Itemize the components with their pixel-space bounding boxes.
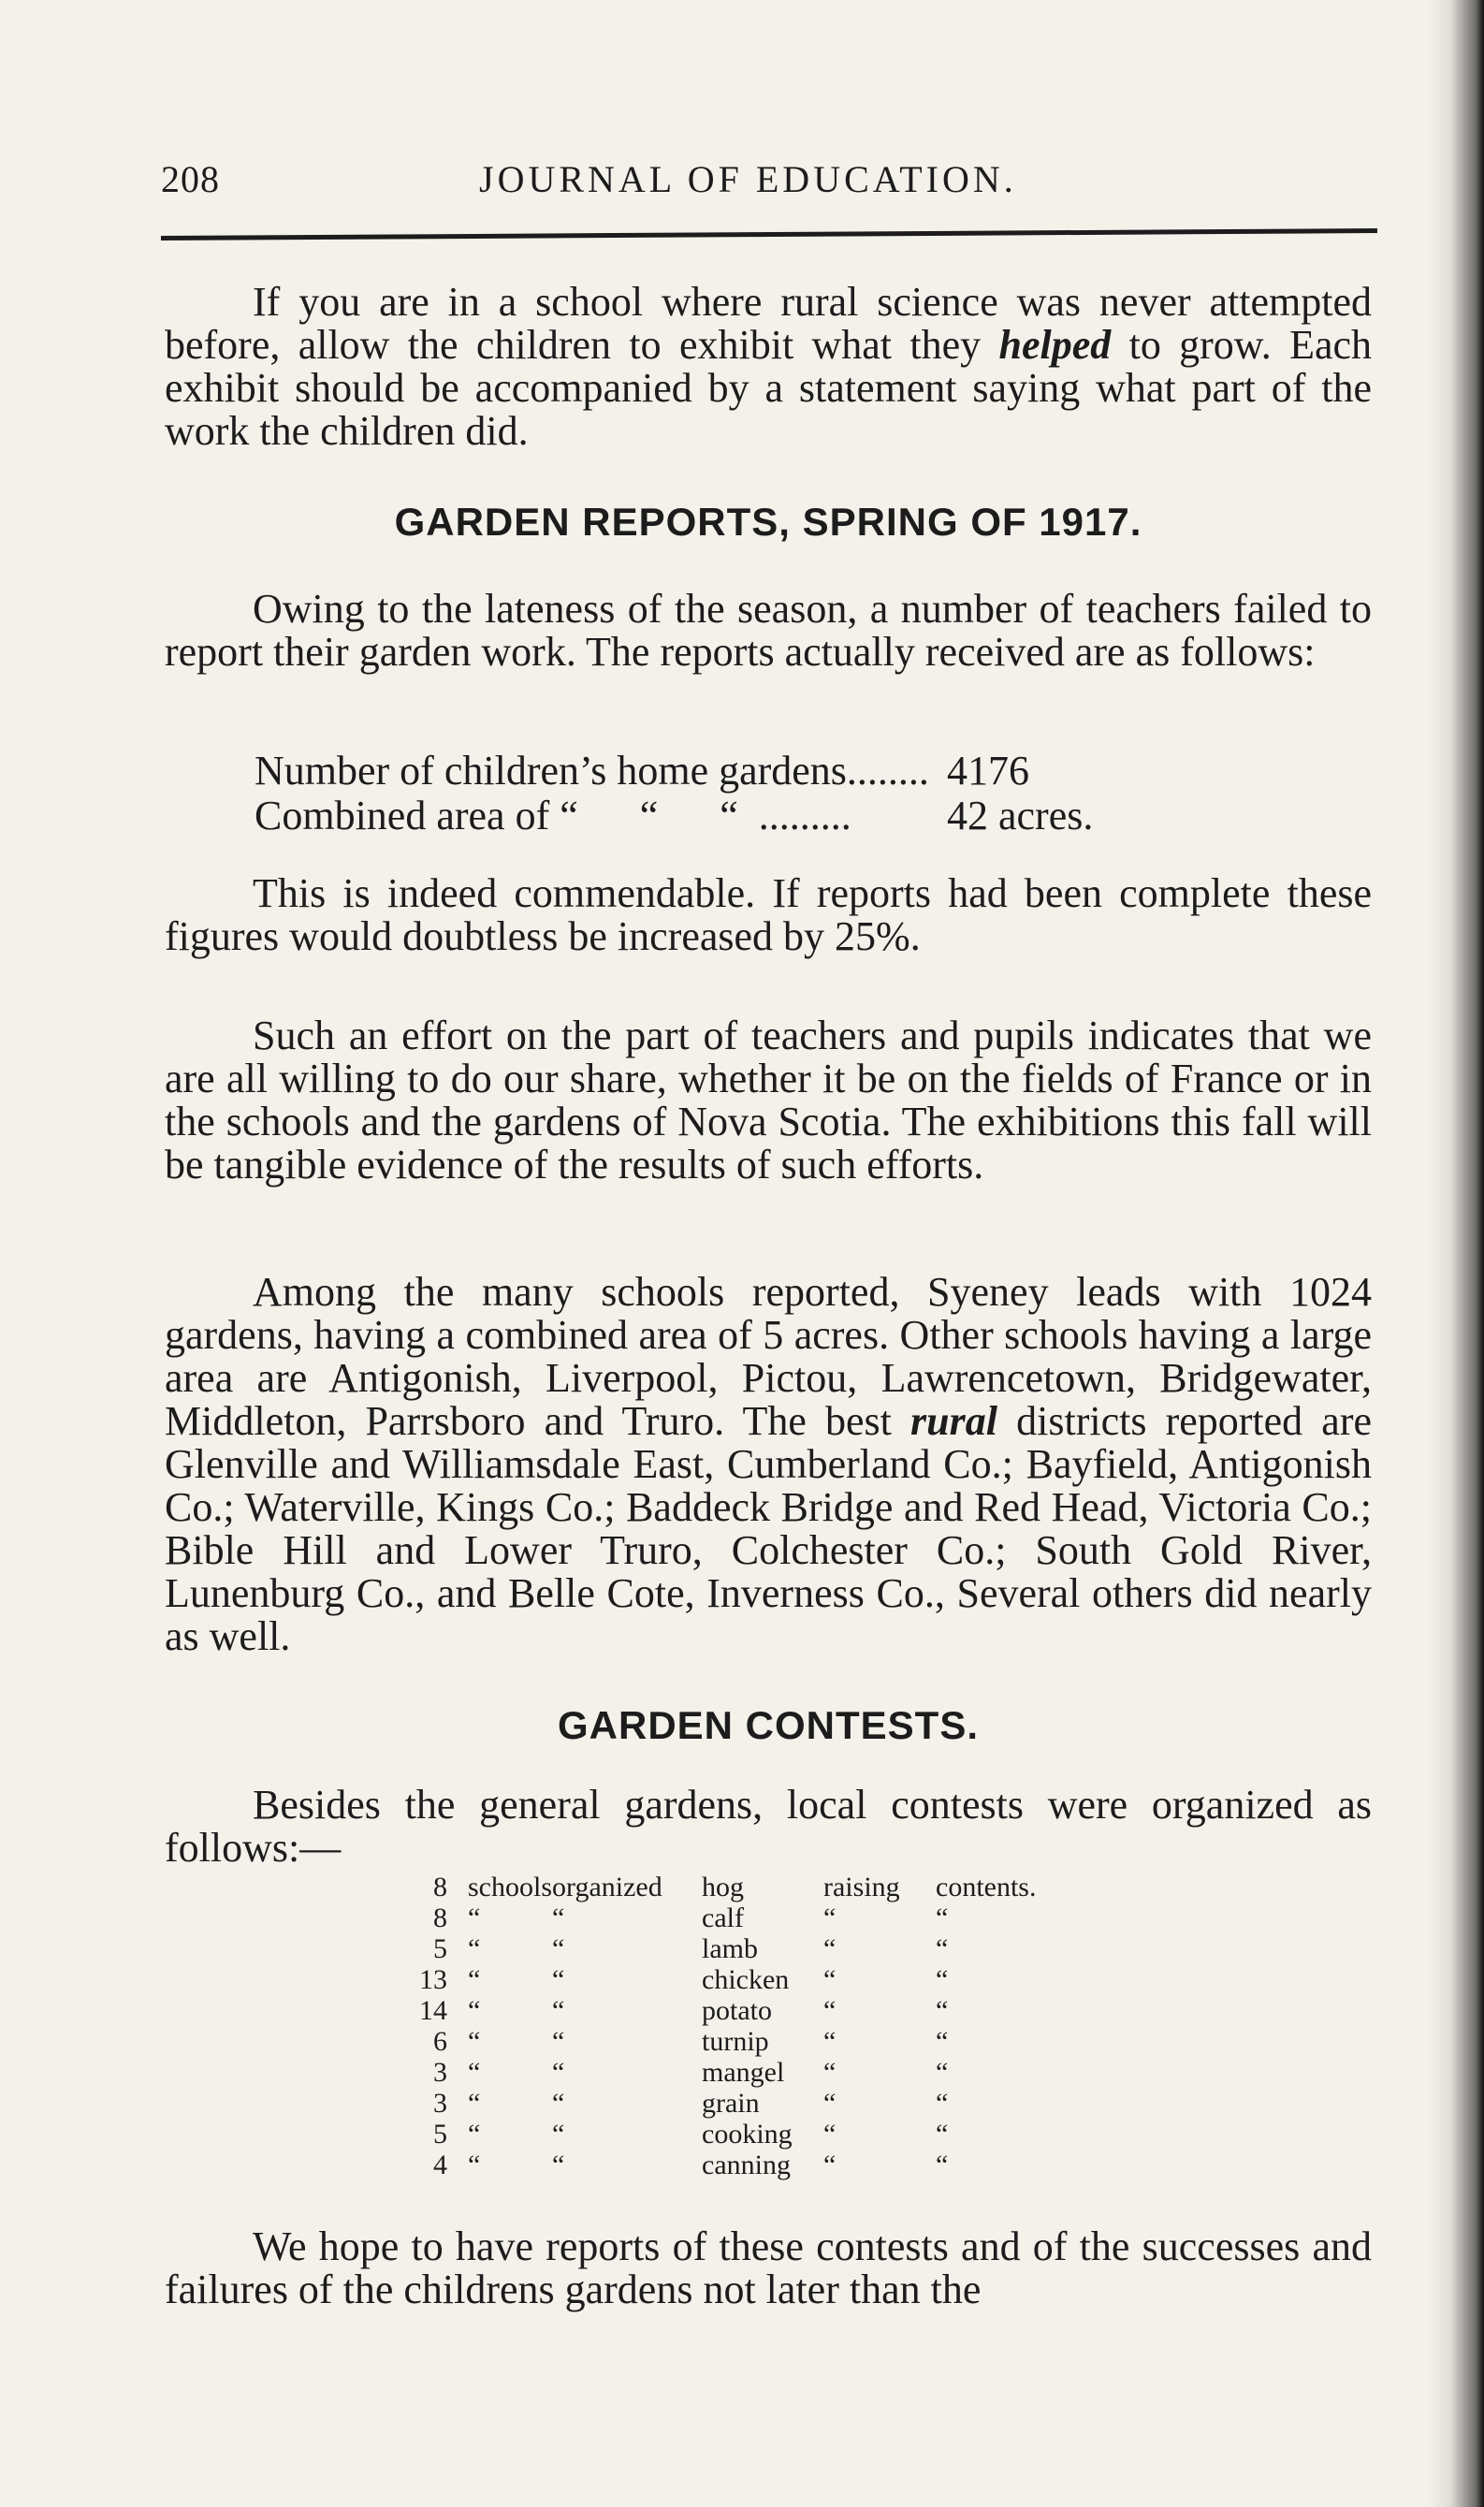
contest-count: 13 bbox=[419, 1964, 447, 1995]
table-row bbox=[393, 1964, 1076, 1995]
garden-statistics bbox=[255, 749, 1093, 838]
schools-paragraph: Among the many schools reported, Syeney leads with 1024 gardens, having a combined area of 5 acres. Other schools having a large area are Antigonish, Liverpool, Pictou, Lawrencetown, Bridgewater, Middleton, Parrsboro and Truro. The best rural districts reported are Glenville and Williamsdale East, Cumberland Co.; Bayfield, Antigonish Co.; Waterville, Kings Co.; Baddeck Bridge and Red Head, Victoria Co.; Bible Hill and Lower Truro, Colchester Co.; South Gold River, Lunenburg Co., and Belle Cote, Inverness Co., Several others did nearly as well. bbox=[165, 1269, 1373, 1659]
contest-kind: potato bbox=[702, 1995, 772, 2026]
contest-raising: “ bbox=[823, 2150, 837, 2180]
stat-row bbox=[255, 749, 1093, 794]
contest-contests: “ bbox=[936, 2150, 949, 2180]
contest-raising: “ bbox=[823, 1933, 837, 1964]
contest-schools: “ bbox=[468, 1933, 481, 1964]
table-row bbox=[393, 2026, 1076, 2057]
stat-label: Number of children’s home gardens........ bbox=[255, 748, 929, 794]
contest-contests: “ bbox=[936, 1933, 949, 1964]
contest-contests: “ bbox=[936, 1902, 949, 1933]
table-row bbox=[393, 2150, 1076, 2180]
contest-kind: grain bbox=[702, 2088, 760, 2119]
contests-intro-paragraph: Besides the general gardens, local contests were organized as follows:— bbox=[165, 1782, 1372, 1871]
contest-count: 8 bbox=[433, 1902, 447, 1933]
page-number: 208 bbox=[161, 158, 220, 200]
reports-intro-paragraph: Owing to the lateness of the season, a number of teachers failed to report their garden work. The reports actually received are as follows: bbox=[165, 586, 1372, 675]
contest-raising: “ bbox=[823, 1964, 837, 1995]
table-row bbox=[393, 2057, 1076, 2088]
contest-organized: organized bbox=[552, 1872, 662, 1902]
contest-organized: “ bbox=[552, 2088, 565, 2119]
page-edge-shadow bbox=[1428, 0, 1484, 2507]
contest-contests: “ bbox=[936, 1995, 949, 2026]
contest-schools: “ bbox=[468, 2057, 481, 2088]
contests-table bbox=[393, 1872, 1076, 2180]
contest-raising: “ bbox=[823, 2026, 837, 2057]
contest-count: 3 bbox=[433, 2088, 447, 2119]
stat-value: 42 acres. bbox=[947, 793, 1094, 838]
contest-kind: calf bbox=[702, 1902, 744, 1933]
contest-schools: “ bbox=[468, 1995, 481, 2026]
contest-kind: chicken bbox=[702, 1964, 790, 1995]
contest-count: 6 bbox=[433, 2026, 447, 2057]
contest-organized: “ bbox=[552, 2026, 565, 2057]
contest-raising: “ bbox=[823, 1902, 837, 1933]
contest-organized: “ bbox=[552, 1995, 565, 2026]
contest-organized: “ bbox=[552, 2057, 565, 2088]
table-row bbox=[393, 1902, 1076, 1933]
contest-raising: “ bbox=[823, 2088, 837, 2119]
contest-kind: lamb bbox=[702, 1933, 758, 1964]
stat-label: Combined area of “ “ “ ......... bbox=[255, 793, 851, 838]
contest-count: 3 bbox=[433, 2057, 447, 2088]
contest-schools: schools bbox=[468, 1872, 552, 1902]
running-title: JOURNAL OF EDUCATION. bbox=[479, 158, 1017, 200]
table-row bbox=[393, 1872, 1076, 1902]
contest-schools: “ bbox=[468, 1902, 481, 1933]
page-header bbox=[161, 157, 1377, 213]
contest-count: 5 bbox=[433, 2119, 447, 2150]
contest-schools: “ bbox=[468, 2119, 481, 2150]
contest-contests: “ bbox=[936, 2088, 949, 2119]
table-row bbox=[393, 2119, 1076, 2150]
contest-contests: “ bbox=[936, 1964, 949, 1995]
contest-contests: “ bbox=[936, 2057, 949, 2088]
garden-contests-heading: GARDEN CONTESTS. bbox=[557, 1703, 980, 1747]
contest-contests: contents. bbox=[936, 1872, 1037, 1902]
contest-schools: “ bbox=[468, 2088, 481, 2119]
contest-count: 4 bbox=[433, 2150, 447, 2180]
stat-row bbox=[255, 794, 1093, 838]
stat-value: 4176 bbox=[947, 748, 1029, 794]
contest-schools: “ bbox=[468, 1964, 481, 1995]
table-row bbox=[393, 1933, 1076, 1964]
contest-schools: “ bbox=[468, 2026, 481, 2057]
contest-schools: “ bbox=[468, 2150, 481, 2180]
intro-paragraph: If you are in a school where rural science was never attempted before, allow the children to exhibit what they helped to grow. Each exhibit should be accompanied by a statement saying what part of the work the children did. bbox=[165, 279, 1373, 454]
table-row bbox=[393, 1995, 1076, 2026]
contest-count: 8 bbox=[433, 1872, 447, 1902]
closing-paragraph: We hope to have reports of these contests and of the successes and failures of the childrens gardens not later than the bbox=[165, 2223, 1372, 2312]
contest-kind: hog bbox=[702, 1872, 744, 1902]
contest-raising: “ bbox=[823, 1995, 837, 2026]
contest-kind: mangel bbox=[702, 2057, 785, 2088]
contest-organized: “ bbox=[552, 1964, 565, 1995]
contest-kind: canning bbox=[702, 2150, 791, 2180]
contest-raising: “ bbox=[823, 2057, 837, 2088]
contest-organized: “ bbox=[552, 1902, 565, 1933]
header-rule bbox=[161, 228, 1377, 240]
contest-raising: “ bbox=[823, 2119, 837, 2150]
contest-organized: “ bbox=[552, 1933, 565, 1964]
effort-paragraph: Such an effort on the part of teachers and pupils indicates that we are all willing to do our share, whether it be on the fields of France or in the schools and the gardens of Nova Scotia. The exhibitions this fall will be tangible evidence of the results of such efforts. bbox=[165, 1013, 1372, 1188]
contest-contests: “ bbox=[936, 2026, 949, 2057]
contest-organized: “ bbox=[552, 2150, 565, 2180]
contest-count: 14 bbox=[419, 1995, 447, 2026]
contest-count: 5 bbox=[433, 1933, 447, 1964]
contest-contests: “ bbox=[936, 2119, 949, 2150]
commendable-paragraph: This is indeed commendable. If reports had been complete these figures would doubtless be increased by 25%. bbox=[165, 870, 1372, 959]
contest-organized: “ bbox=[552, 2119, 565, 2150]
contest-kind: cooking bbox=[702, 2119, 793, 2150]
contest-raising: raising bbox=[823, 1872, 900, 1902]
garden-reports-heading: GARDEN REPORTS, SPRING OF 1917. bbox=[394, 500, 1142, 544]
contest-kind: turnip bbox=[702, 2026, 769, 2057]
table-row bbox=[393, 2088, 1076, 2119]
